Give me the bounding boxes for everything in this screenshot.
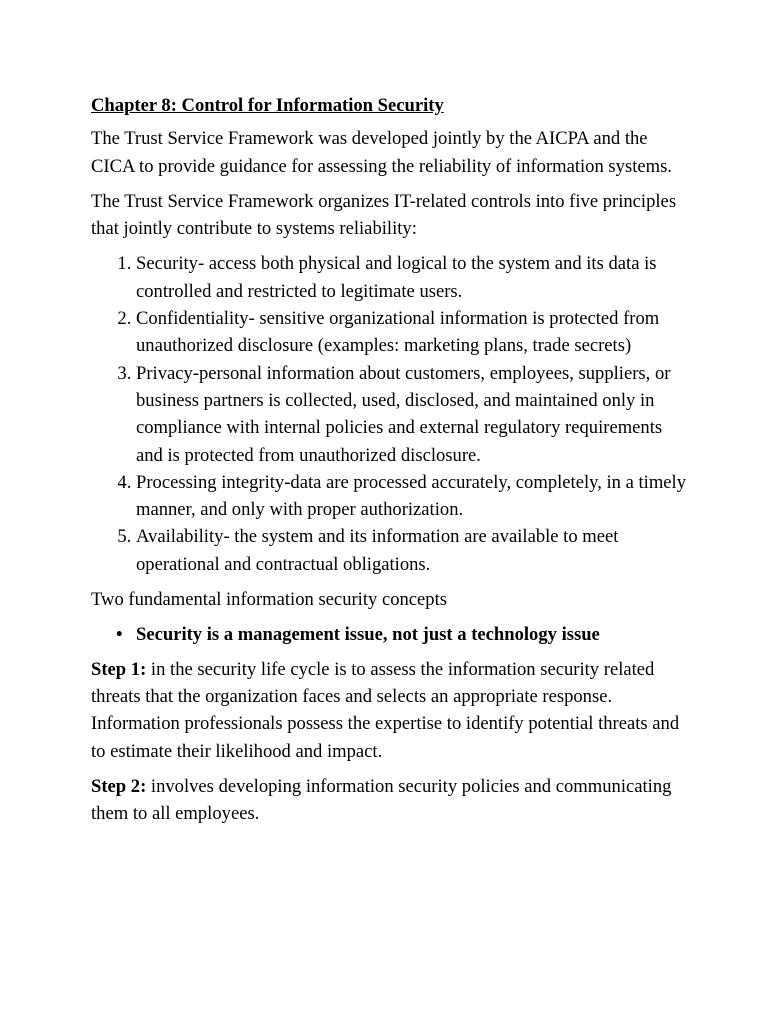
principle-processing-integrity: 4. Processing integrity-data are processed accurately, completely, in a timely manner, and only with proper authorization. (136, 469, 691, 524)
step-1-text: in the security life cycle is to assess the information security related threats that the organization faces and selects an appropriate response. Information professionals possess the expertise to identify potential threats and to estimate their likelihood and impact. (91, 658, 680, 762)
principle-security: 1. Security- access both physical and logical to the system and its data is controlled and restricted to legitimate users. (136, 250, 691, 305)
step-1-label: Step 1: (91, 658, 147, 680)
concept-text: Security is a management issue, not just a technology issue (136, 624, 600, 646)
chapter-title: Chapter 8: Control for Information Security (91, 95, 444, 116)
principle-availability: 5. Availability- the system and its information are available to meet operational and contractual obligations. (136, 523, 691, 578)
step-2-paragraph (91, 773, 691, 828)
document-page (91, 92, 691, 835)
concepts-intro: Two fundamental information security concepts (91, 589, 448, 611)
step-2-text: involves developing information security policies and communicating them to all employees. (91, 775, 672, 825)
principle-confidentiality: 2. Confidentiality- sensitive organizational information is protected from unauthorized disclosure (examples: marketing plans, trade secrets) (136, 305, 691, 360)
step-2-label: Step 2: (91, 775, 147, 797)
step-1-paragraph (91, 656, 691, 765)
concept-item (116, 621, 691, 648)
concepts-list (91, 621, 691, 648)
intro-paragraph-framework: The Trust Service Framework was developed jointly by the AICPA and the CICA to provide guidance for assessing the reliability of information systems. (91, 128, 672, 177)
intro-paragraph-principles: The Trust Service Framework organizes IT-related controls into five principles that jointly contribute to systems reliability: (91, 190, 677, 240)
bullet-icon: • (116, 624, 123, 646)
principle-privacy: 3. Privacy-personal information about customers, employees, suppliers, or business partners is collected, used, disclosed, and maintained only in compliance with internal policies and external regulatory requirements and is protected from unauthorized disclosure. (136, 360, 691, 469)
principles-list (91, 250, 691, 578)
